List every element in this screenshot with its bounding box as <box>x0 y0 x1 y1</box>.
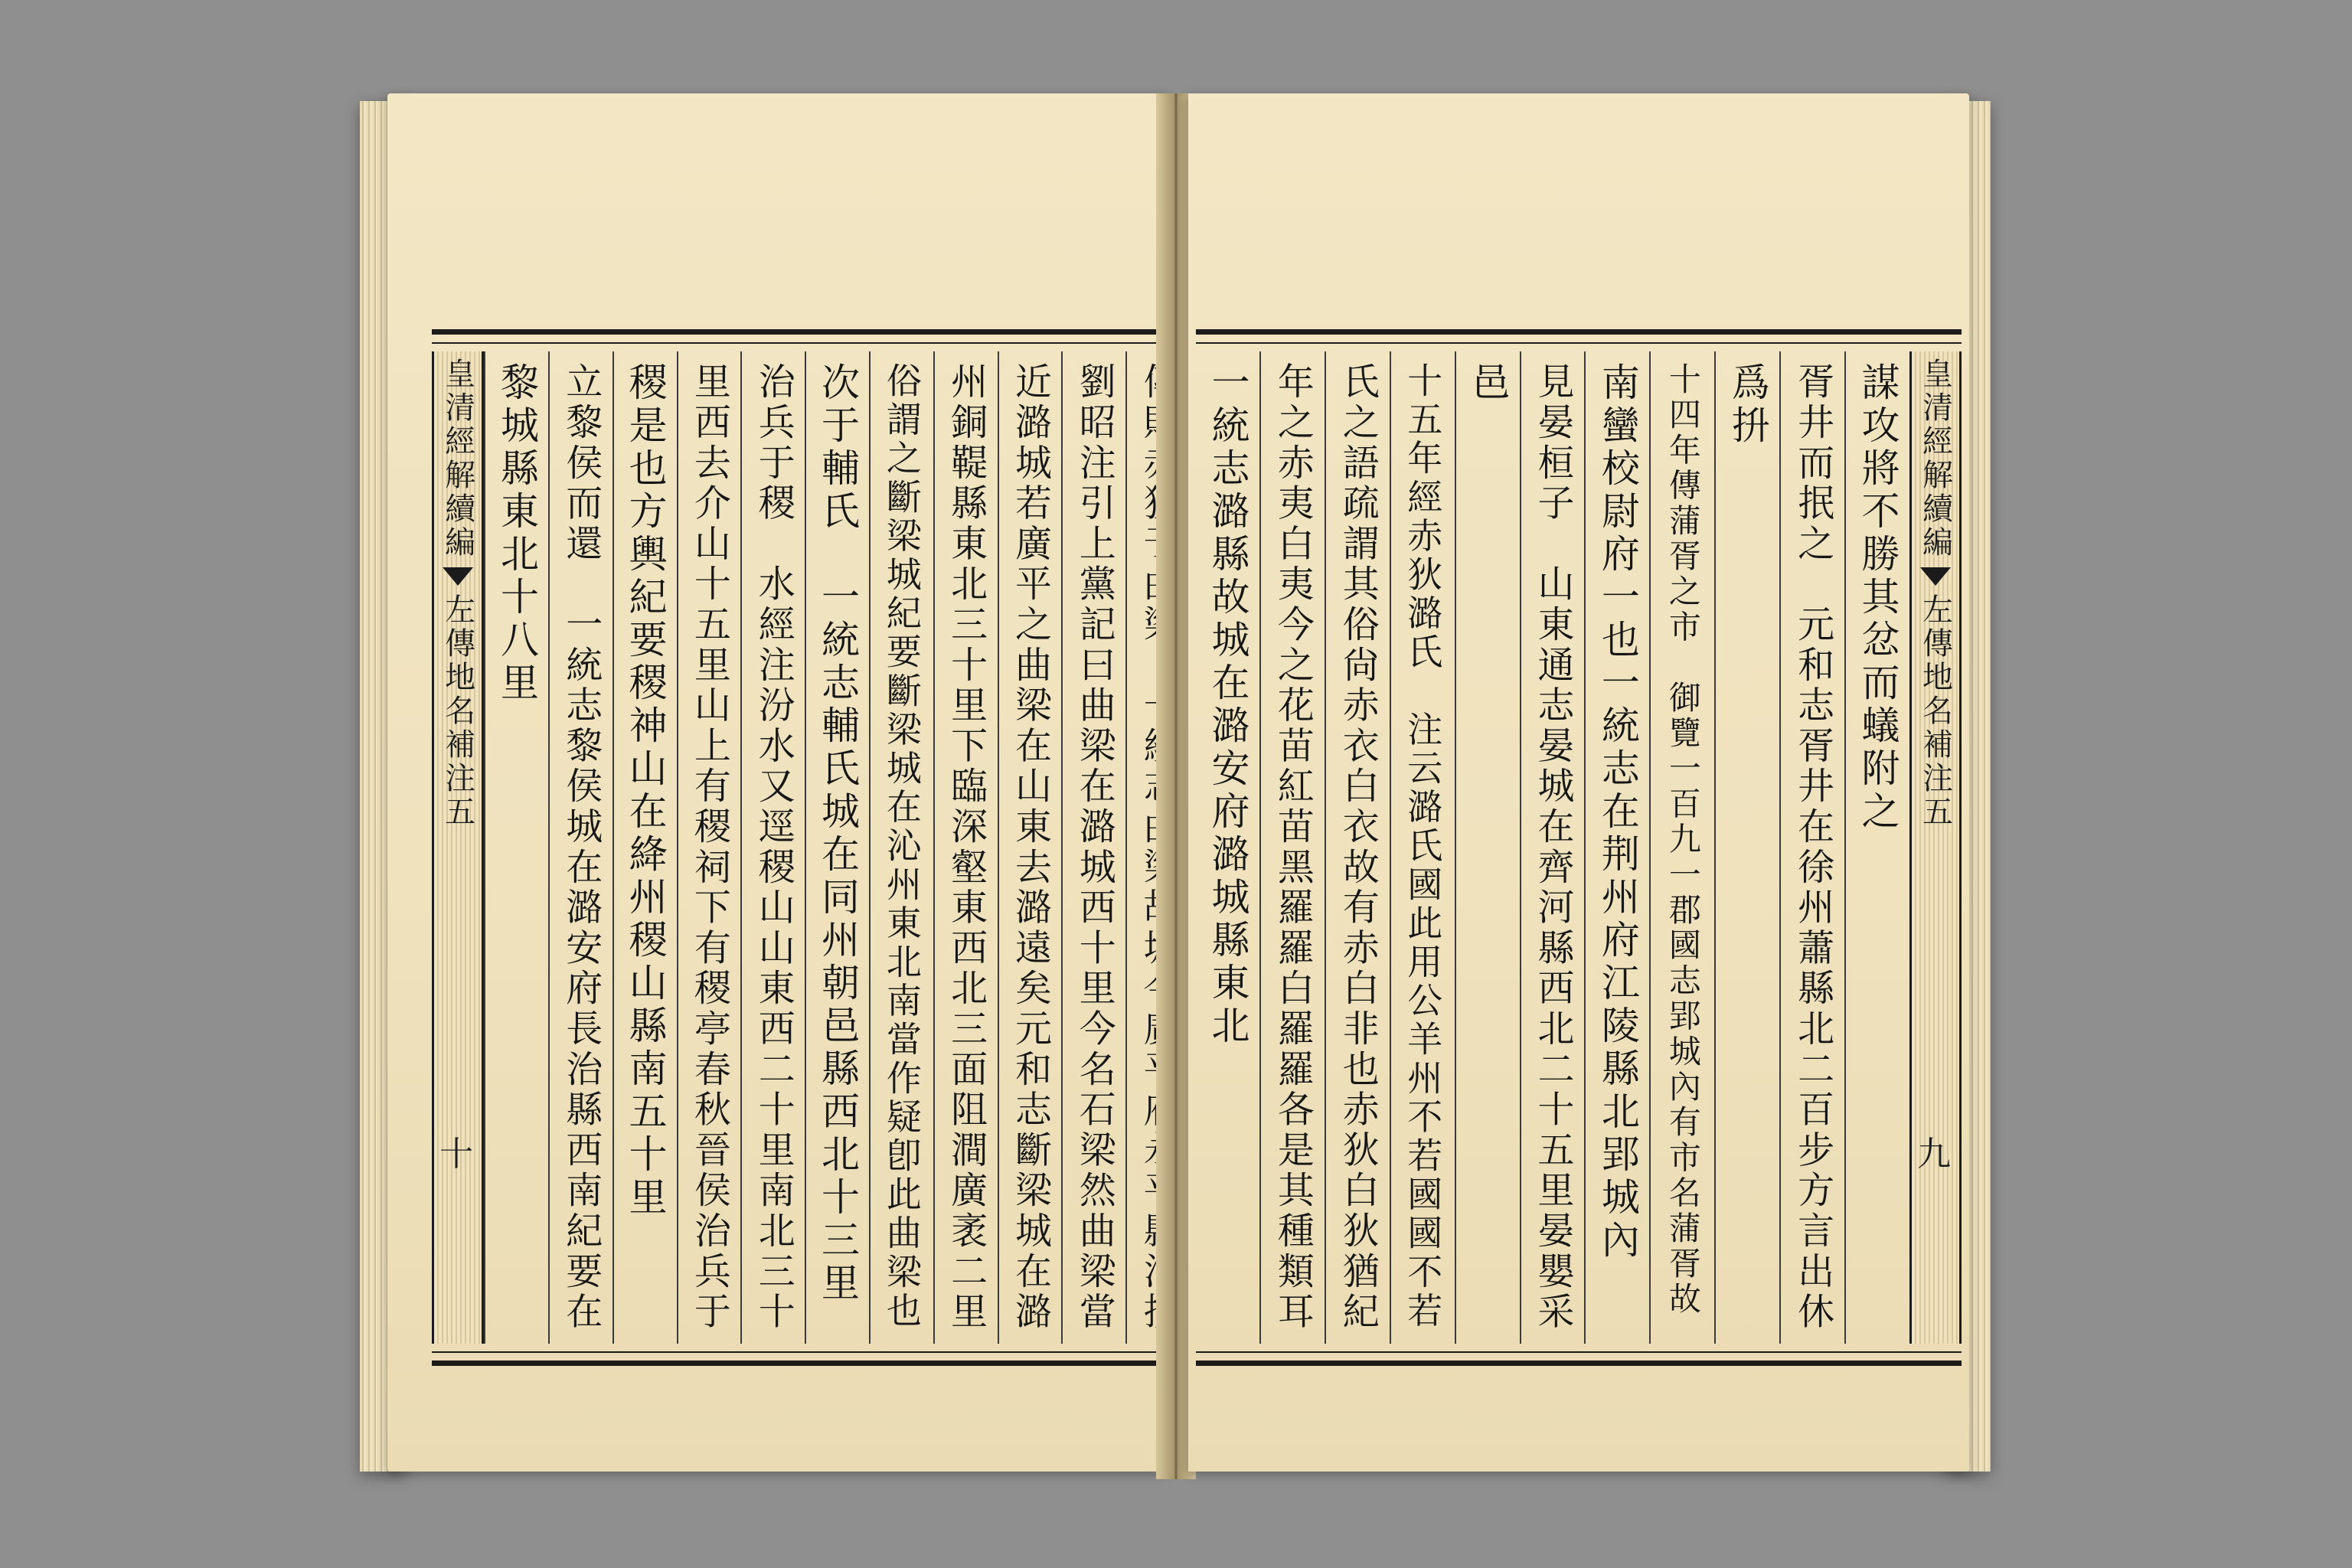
text-column: 次于輔氏 一統志輔氏城在同州朝邑縣西北十三里 <box>805 351 869 1344</box>
page-number: 十 <box>439 1135 477 1174</box>
left-text-frame <box>432 329 1190 1366</box>
text-column: 十四年傳蒲胥之市 御覽一百九一郡國志郢城內有市名蒲胥故 <box>1649 351 1714 1344</box>
text-column: 劉昭注引上黨記曰曲梁在潞城西十里今名石梁然曲梁當 <box>1061 351 1125 1344</box>
margin-title: 皇清經解續編 <box>439 358 475 560</box>
text-column: 胥井而抿之 元和志胥井在徐州蕭縣北二百步方言出休 <box>1779 351 1844 1344</box>
open-book <box>360 93 1991 1485</box>
text-column: 稷是也方輿紀要稷神山在絳州稷山縣南五十里 <box>612 351 677 1344</box>
text-column: 俗謂之斷梁城紀要斷梁城在沁州東北南當作疑卽此曲梁也 <box>869 351 933 1344</box>
text-column: 近潞城若廣平之曲梁在山東去潞遠矣元和志斷梁城在潞 <box>998 351 1062 1344</box>
margin-subtitle: 左傳地名補注五 <box>439 593 475 829</box>
text-column: 里西去介山十五里山上有稷祠下有稷亭春秋晉侯治兵于 <box>677 351 741 1344</box>
text-column: 見晏桓子 山東通志晏城在齊河縣西北二十五里晏嬰采 <box>1520 351 1585 1344</box>
page-number: 九 <box>1917 1135 1954 1174</box>
text-column: 年之赤夷白夷今之花苗紅苗黑羅羅白羅羅各是其種類耳 <box>1259 351 1325 1344</box>
text-column: 謀攻將不勝其忿而蟻附之 <box>1844 351 1909 1344</box>
margin-title: 皇清經解續編 <box>1917 358 1953 560</box>
text-column: 南蠻校尉府一也一統志在荆州府江陵縣北郢城內 <box>1584 351 1649 1344</box>
right-page <box>1188 93 1969 1472</box>
text-column: 立黎侯而還 一統志黎侯城在潞安府長治縣西南紀要在 <box>548 351 612 1344</box>
right-margin-strip <box>1909 351 1962 1344</box>
left-columns <box>432 351 1190 1344</box>
text-column: 氏之語疏謂其俗尙赤衣白衣故有赤白非也赤狄白狄猶紀 <box>1325 351 1390 1344</box>
fishtail-mark-icon <box>1920 567 1951 586</box>
text-column: 州銅鞮縣東北三十里下臨深壑東西北三面阻澗廣袤二里 <box>933 351 998 1344</box>
left-margin-strip <box>432 351 484 1344</box>
left-page <box>387 93 1168 1472</box>
fishtail-mark-icon <box>443 567 473 586</box>
right-text-frame <box>1196 329 1962 1366</box>
margin-subtitle: 左傳地名補注五 <box>1917 593 1953 829</box>
text-column: 治兵于稷 水經注汾水又逕稷山山東西二十里南北三十 <box>740 351 805 1344</box>
text-column: 爲抍 <box>1714 351 1779 1344</box>
text-column: 十五年經赤狄潞氏 注云潞氏國此用公羊州不若國國不若 <box>1390 351 1455 1344</box>
text-column: 黎城縣東北十八里 <box>484 351 548 1344</box>
right-columns <box>1196 351 1962 1344</box>
text-column: 一統志潞縣故城在潞安府潞城縣東北 <box>1205 362 1250 1048</box>
text-column: 邑 <box>1455 351 1520 1344</box>
